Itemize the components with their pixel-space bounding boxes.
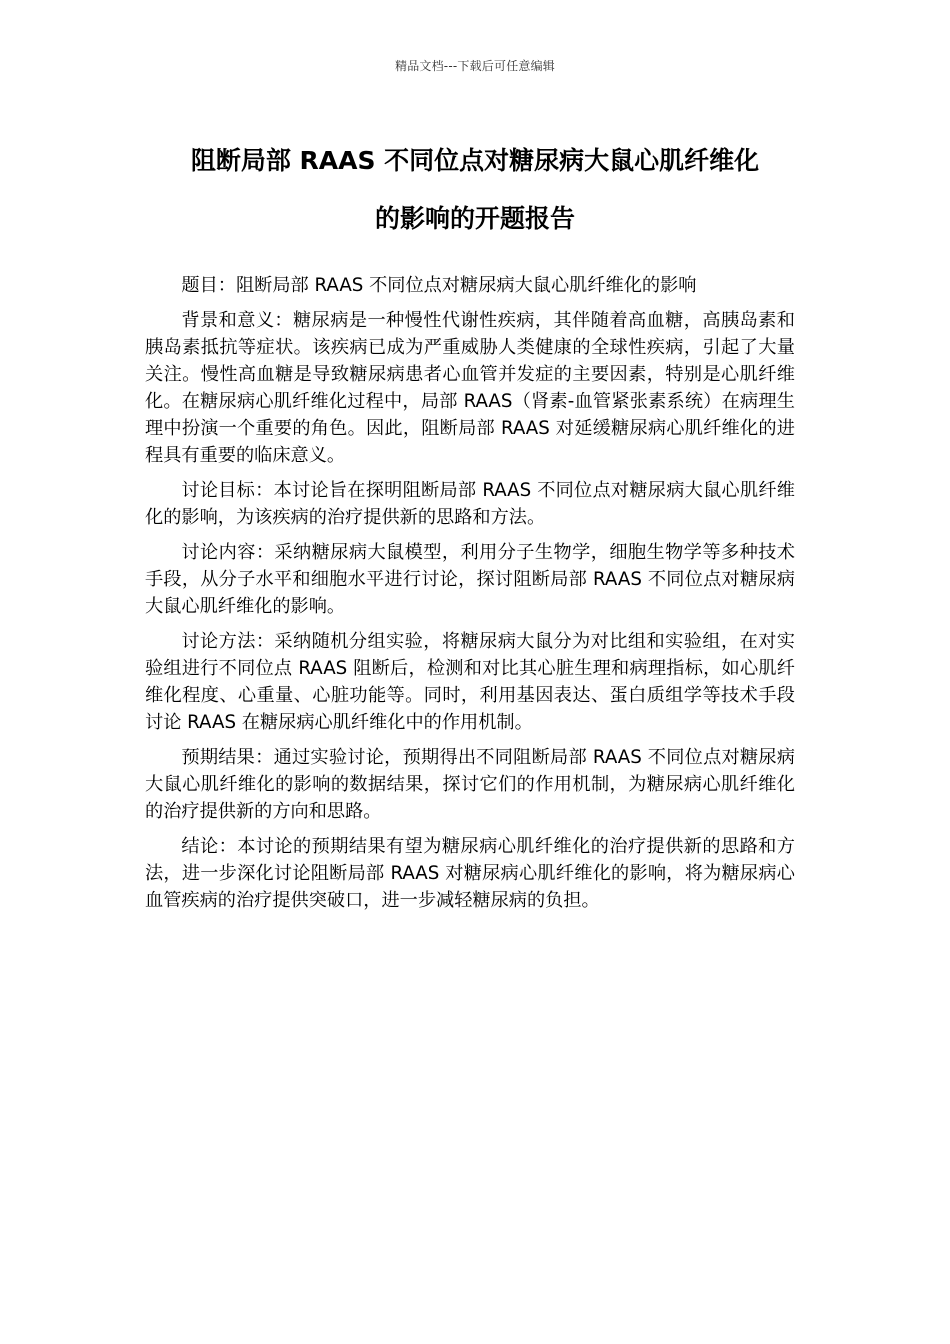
- document-body: [145, 272, 795, 922]
- section-content-text: 采纳糖尿病大鼠模型，利用分子生物学，细胞生物学等多种技术手段，从分子水平和细胞水平进行讨论，探讨阻断局部 RAAS 不同位点对糖尿病大鼠心肌纤维化的影响。: [145, 542, 795, 617]
- section-objective-text: 本讨论旨在探明阻断局部 RAAS 不同位点对糖尿病大鼠心肌纤维化的影响，为该疾病的治疗提供新的思路和方法。: [145, 480, 795, 528]
- section-method: [145, 628, 795, 736]
- section-expected-results-text: 通过实验讨论，预期得出不同阻断局部 RAAS 不同位点对糖尿病大鼠心肌纤维化的影响的数据结果，探讨它们的作用机制，为糖尿病心肌纤维化的治疗提供新的方向和思路。: [145, 747, 795, 822]
- section-conclusion-label: 结论：: [181, 836, 238, 857]
- section-expected-results-label: 预期结果：: [181, 747, 274, 768]
- section-conclusion: [145, 833, 795, 914]
- section-objective-label: 讨论目标：: [181, 480, 274, 501]
- section-content-label: 讨论内容：: [181, 542, 275, 563]
- section-method-text: 采纳随机分组实验，将糖尿病大鼠分为对比组和实验组，在对实验组进行不同位点 RAAS 阻断后，检测和对比其心脏生理和病理指标，如心肌纤维化程度、心重量、心脏功能等。同时，利用基因表达、蛋白质组学等技术手段讨论 RAAS 在糖尿病心肌纤维化中的作用机制。: [145, 631, 795, 733]
- section-objective: [145, 477, 795, 531]
- title-line-2: 的影响的开题报告: [374, 204, 575, 233]
- document-title: [120, 132, 830, 248]
- section-background: [145, 307, 795, 469]
- header-note: 精品文档---下载后可任意编辑: [395, 59, 555, 73]
- section-background-label: 背景和意义：: [181, 310, 294, 331]
- section-expected-results: [145, 744, 795, 825]
- section-conclusion-text: 本讨论的预期结果有望为糖尿病心肌纤维化的治疗提供新的思路和方法，进一步深化讨论阻断局部 RAAS 对糖尿病心肌纤维化的影响，将为糖尿病心血管疾病的治疗提供突破口，进一步减轻糖尿病的负担。: [145, 836, 795, 911]
- section-topic-label: 题目：: [181, 275, 236, 296]
- section-topic-text: 阻断局部 RAAS 不同位点对糖尿病大鼠心肌纤维化的影响: [235, 275, 697, 296]
- section-content: [145, 539, 795, 620]
- title-line-1: 阻断局部 RAAS 不同位点对糖尿病大鼠心肌纤维化: [190, 146, 760, 175]
- section-topic: [145, 272, 795, 299]
- section-background-text: 糖尿病是一种慢性代谢性疾病，其伴随着高血糖，高胰岛素和胰岛素抵抗等症状。该疾病已成为严重威胁人类健康的全球性疾病，引起了大量关注。慢性高血糖是导致糖尿病患者心血管并发症的主要因素，特别是心肌纤维化。在糖尿病心肌纤维化过程中，局部 RAAS（肾素-血管紧张素系统）在病理生理中扮演一个重要的角色。因此，阻断局部 RAAS 对延缓糖尿病心肌纤维化的进程具有重要的临床意义。: [145, 310, 795, 466]
- section-method-label: 讨论方法：: [181, 631, 275, 652]
